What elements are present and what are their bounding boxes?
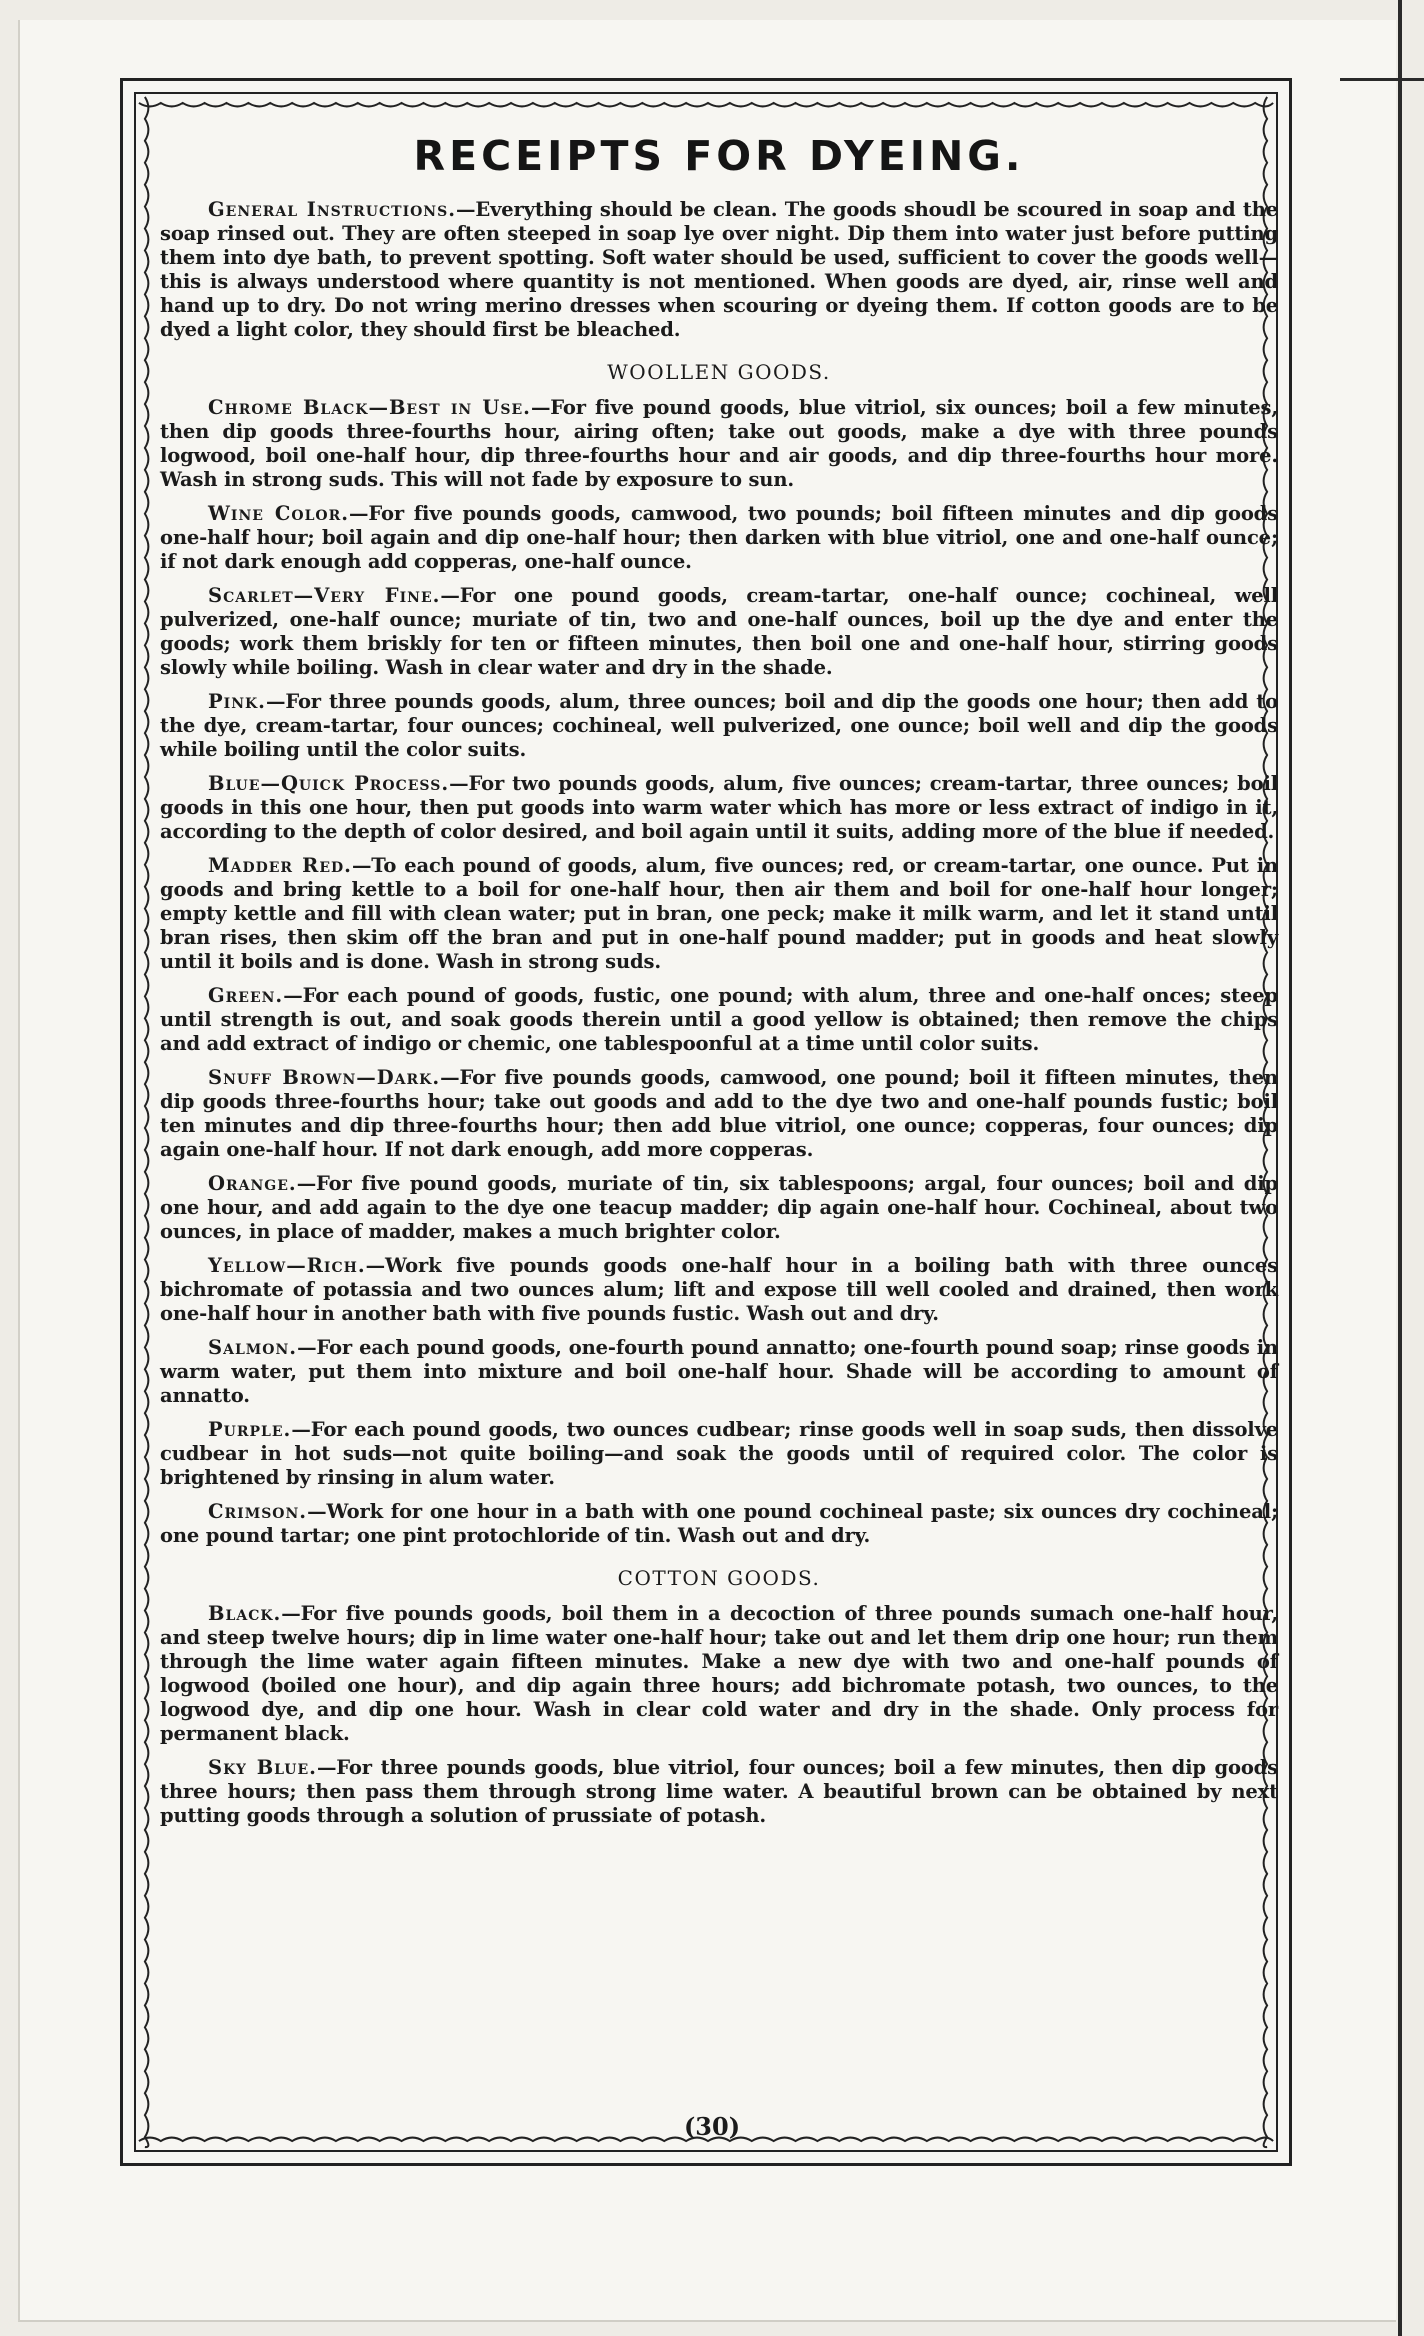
recipe-title: Crimson. [208,1500,308,1523]
general-instructions [160,198,1278,342]
page-content [160,132,1278,1838]
recipe-entry [160,1172,1278,1244]
recipe-body: —For three pounds goods, alum, three ounces; boil and dip the goods one hour; then add to the dye, cream-tartar, four ounces; cochineal, well pulverized, one ounce; boil well and dip the goods while boiling until the color suits. [160,690,1278,761]
page-title: RECEIPTS FOR DYEING. [413,132,1025,180]
entry-body: —Everything should be clean. The goods shoudl be scoured in soap and the soap rinsed out. They are often steeped in soap lye over night. Dip them into water just before putting them into dye bath, to prevent spotting. Soft water should be used, sufficient to cover the goods well—this is always understood where quantity is not mentioned. When goods are dyed, air, rinse well and hand up to dry. Do not wring merino dresses when scouring or dyeing them. If cotton goods are to be dyed a light color, they should first be bleached. [160,198,1279,341]
recipe-title: Madder Red. [208,854,352,877]
recipe-title: Green. [208,984,284,1007]
recipe-entry [160,1756,1278,1828]
cotton-goods-list [160,1602,1278,1828]
recipe-title: Snuff Brown—Dark. [208,1066,441,1089]
recipe-title: Sky Blue. [208,1756,317,1779]
recipe-entry [160,1418,1278,1490]
recipe-body: —Work five pounds goods one-half hour in a boiling bath with three ounces bichromate of potassia and two ounces alum; lift and expose till well cooled and drained, then work one-half hour in another bath with five pounds fustic. Wash out and dry. [160,1254,1278,1325]
recipe-body: —For five pound goods, muriate of tin, six tablespoons; argal, four ounces; boil and dip one hour, and add again to the dye one teacup madder; dip again one-half hour. Cochineal, about two ounces, in place of madder, makes a much brighter color. [160,1172,1278,1243]
recipe-body: —For five pounds goods, boil them in a decoction of three pounds sumach one-half hour, and steep twelve hours; dip in lime water one-half hour; take out and let them drip one hour; run them through the lime water again fifteen minutes. Make a new dye with two and one-half pounds of logwood (boiled one hour), and dip again three hours; add bichromate potash, two ounces, to the logwood dye, and dip one hour. Wash in clear cold water and dry in the shade. Only process for permanent black. [160,1602,1278,1745]
recipe-title: Purple. [208,1418,292,1441]
recipe-title: Blue—Quick Process. [208,772,450,795]
recipe-title: Orange. [208,1172,297,1195]
woollen-goods-heading: WOOLLEN GOODS. [607,360,831,384]
recipe-title: Salmon. [208,1336,298,1359]
recipe-entry [160,1602,1278,1746]
recipe-entry [160,1336,1278,1408]
recipe-entry [160,984,1278,1056]
recipe-entry [160,690,1278,762]
recipe-entry [160,502,1278,574]
recipe-body: —For five pound goods, blue vitriol, six ounces; boil a few minutes, then dip goods three-fourths hour, airing often; take out goods, make a dye with three pounds logwood, boil one-half hour, dip three-fourths hour and air goods, and dip three-fourths hour more. Wash in strong suds. This will not fade by exposure to sun. [160,396,1278,491]
recipe-body: —For three pounds goods, blue vitriol, four ounces; boil a few minutes, then dip goods three hours; then pass them through strong lime water. A beautiful brown can be obtained by next putting goods through a solution of prussiate of potash. [160,1756,1278,1827]
recipe-body: —For each pound goods, two ounces cudbear; rinse goods well in soap suds, then dissolve cudbear in hot suds—not quite boiling—and soak the goods until of required color. The color is brightened by rinsing in alum water. [160,1418,1278,1489]
recipe-body: —For five pounds goods, camwood, one pound; boil it fifteen minutes, then dip goods three-fourths hour; take out goods and add to the dye two and one-half pounds fustic; boil ten minutes and dip three-fourths hour; then add blue vitriol, one ounce; copperas, four ounces; dip again one-half hour. If not dark enough, add more copperas. [160,1066,1278,1161]
recipe-entry [160,854,1278,974]
recipe-entry [160,396,1278,492]
recipe-title: Chrome Black—Best in Use. [208,396,531,419]
cotton-goods-heading: COTTON GOODS. [617,1566,821,1590]
recipe-body: —For two pounds goods, alum, five ounces; cream-tartar, three ounces; boil goods in this one hour, then put goods into warm water which has more or less extract of indigo in it, according to the depth of color desired, and boil again until it suits, adding more of the blue if needed. [160,772,1278,843]
recipe-body: —Work for one hour in a bath with one pound cochineal paste; six ounces dry cochineal; one pound tartar; one pint protochloride of tin. Wash out and dry. [160,1500,1278,1547]
recipe-body: —For one pound goods, cream-tartar, one-half ounce; cochineal, well pulverized, one-half ounce; muriate of tin, two and one-half ounces, boil up the dye and enter the goods; work them briskly for ten or fifteen minutes, then boil one and one-half hour, stirring goods slowly while boiling. Wash in clear water and dry in the shade. [160,584,1278,679]
recipe-body: —For five pounds goods, camwood, two pounds; boil fifteen minutes and dip goods one-half hour; boil again and dip one-half hour; then darken with blue vitriol, one and one-half ounce; if not dark enough add copperas, one-half ounce. [160,502,1278,573]
binding-gutter-tick [1340,78,1424,81]
recipe-entry [160,1066,1278,1162]
recipe-title: Pink. [208,690,266,713]
recipe-entry [160,1254,1278,1326]
recipe-entry [160,584,1278,680]
entry-lead: General Instructions. [208,198,457,221]
page-number: (30) [683,2112,741,2141]
recipe-title: Scarlet—Very Fine. [208,584,441,607]
recipe-body: —For each pound goods, one-fourth pound annatto; one-fourth pound soap; rinse goods in warm water, put them into mixture and boil one-half hour. Shade will be according to amount of annatto. [160,1336,1278,1407]
recipe-body: —For each pound of goods, fustic, one pound; with alum, three and one-half onces; steep until strength is out, and soak goods therein until a good yellow is obtained; then remove the chips and add extract of indigo or chemic, one tablespoonful at a time until color suits. [160,984,1278,1055]
recipe-entry [160,772,1278,844]
recipe-title: Yellow—Rich. [208,1254,366,1277]
recipe-title: Black. [208,1602,282,1625]
binding-gutter-line [1398,0,1402,2336]
recipe-title: Wine Color. [208,502,350,525]
recipe-entry [160,1500,1278,1548]
recipe-body: —To each pound of goods, alum, five ounces; red, or cream-tartar, one ounce. Put in goods and bring kettle to a boil for one-half hour, then air them and boil for one-half hour longer; empty kettle and fill with clean water; put in bran, one peck; make it milk warm, and let it stand until bran rises, then skim off the bran and put in one-half pound madder; put in goods and heat slowly until it boils and is done. Wash in strong suds. [160,854,1278,973]
woollen-goods-list [160,396,1278,1548]
